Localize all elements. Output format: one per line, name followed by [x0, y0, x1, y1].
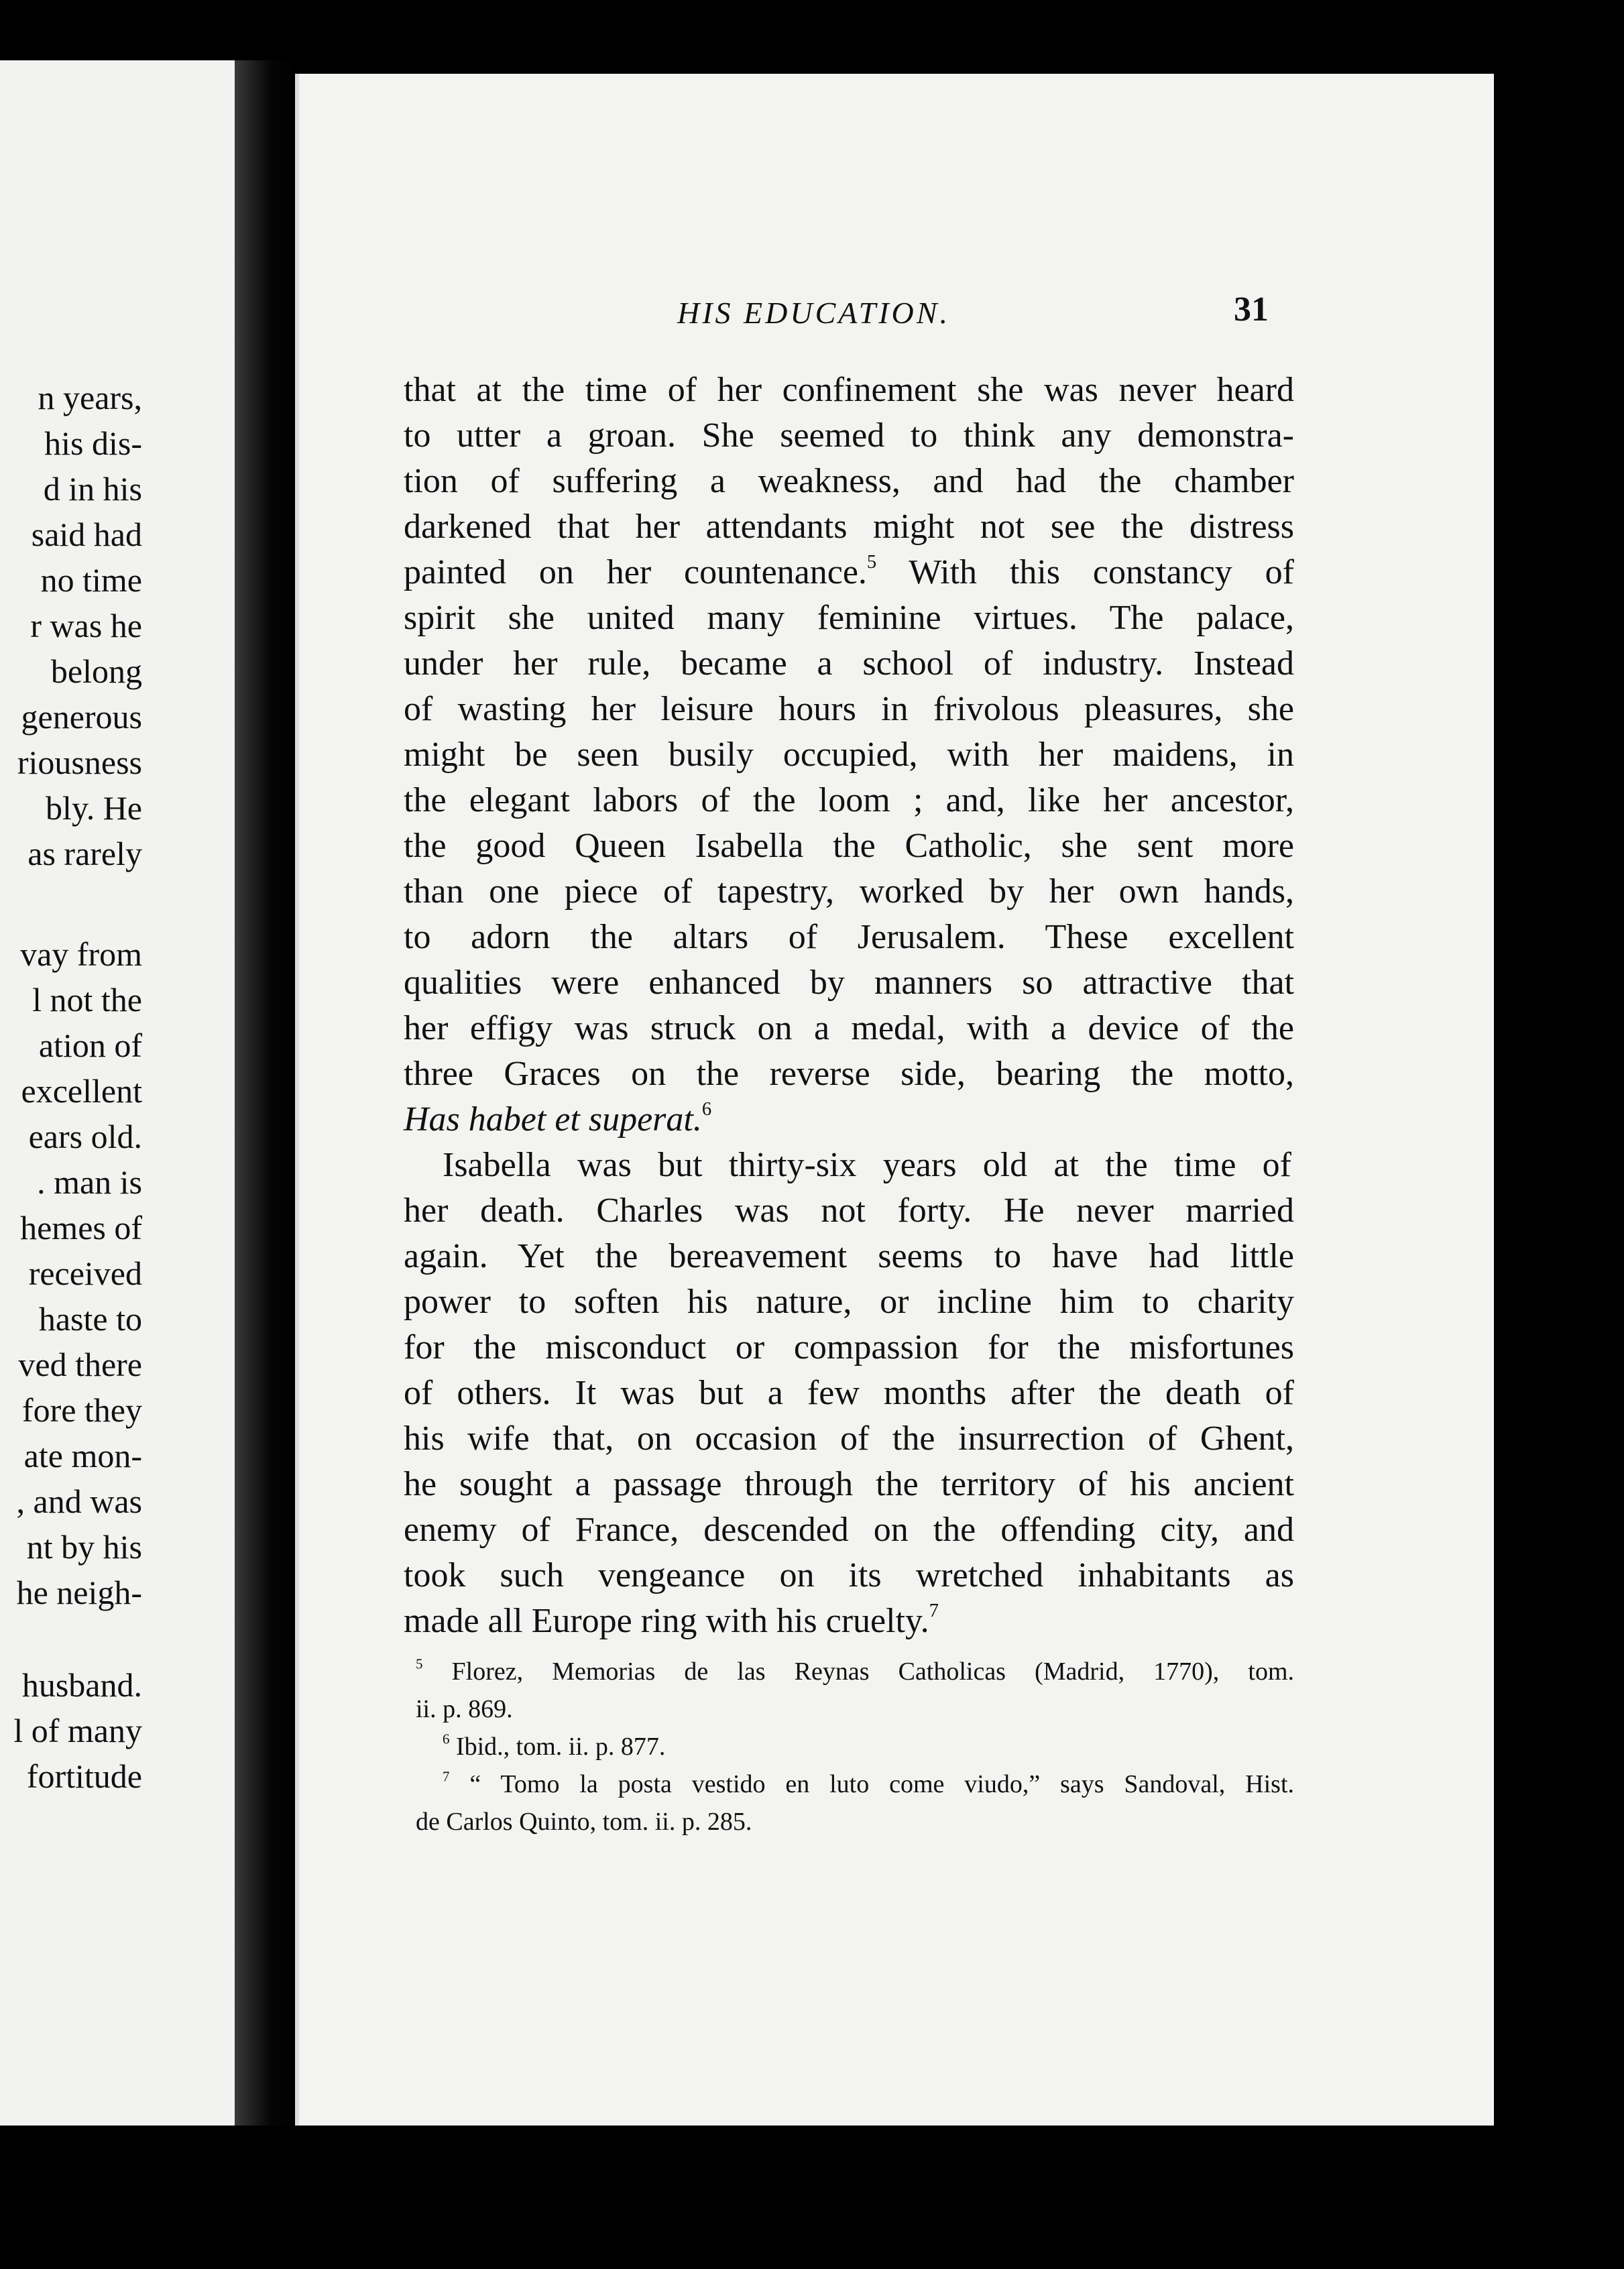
body-line: [404, 1601, 1294, 1640]
left-page-line: his dis-: [44, 424, 142, 462]
footnote-5: [416, 1655, 1295, 1686]
left-page-line: nt by his: [26, 1528, 142, 1566]
left-page-line: no time: [40, 561, 142, 599]
left-page-line: . man is: [37, 1163, 142, 1201]
left-page-line: belong: [50, 652, 142, 690]
left-page-line: l of many: [13, 1712, 142, 1749]
footnote-ref: 5: [866, 552, 877, 573]
body-line-text: With this constancy of: [876, 553, 1294, 591]
body-line: power to soften his nature, or incline him to charity: [404, 1283, 1294, 1321]
left-page-line: he neigh-: [16, 1574, 142, 1611]
body-line: three Graces on the reverse side, bearing the motto,: [404, 1055, 1294, 1093]
left-page-line: excellent: [21, 1072, 142, 1110]
footnote-marker: 6: [443, 1731, 450, 1747]
left-page-line: ved there: [18, 1346, 142, 1383]
left-page-line: , and was: [16, 1482, 142, 1520]
footnote-text: Florez, Memorias de las Reynas Catholicas (Madrid, 1770), tom.: [451, 1657, 1295, 1686]
left-page-line: r was he: [30, 607, 142, 644]
footnote-ref: 6: [701, 1099, 712, 1120]
left-page-line: haste to: [38, 1300, 142, 1338]
footnote-7: [443, 1768, 1295, 1798]
body-line: her death. Charles was not forty. He never married: [404, 1191, 1294, 1230]
footnote-marker: 5: [416, 1655, 423, 1672]
motto: Has habet et superat.: [404, 1100, 702, 1139]
body-line: [404, 1099, 1294, 1139]
body-line: for the misconduct or compassion for the misfortunes: [404, 1328, 1294, 1366]
body-line: than one piece of tapestry, worked by her own hands,: [404, 872, 1294, 911]
body-line: her effigy was struck on a medal, with a device of the: [404, 1009, 1294, 1047]
left-page-line: hemes of: [20, 1209, 142, 1246]
footnote-5-cont: ii. p. 869.: [416, 1695, 513, 1723]
left-page-line: fore they: [21, 1391, 142, 1429]
left-page-line: ation of: [38, 1027, 142, 1064]
body-line-text: painted on her countenance.: [404, 553, 867, 591]
left-page-line: vay from: [20, 935, 142, 973]
left-page-line: ate mon-: [23, 1437, 142, 1474]
left-page-line: as rarely: [27, 835, 142, 872]
footnote-text: “ Tomo la posta vestido en luto come viudo,” says Sandoval, Hist.: [469, 1770, 1295, 1798]
body-line: he sought a passage through the territory of his ancient: [404, 1465, 1294, 1503]
left-page-line: bly. He: [46, 789, 142, 827]
body-line: of wasting her leisure hours in frivolous pleasures, she: [404, 690, 1294, 728]
footnote-text: Ibid., tom. ii. p. 877.: [455, 1733, 666, 1761]
left-page-line: l not the: [32, 981, 142, 1019]
body-line: his wife that, on occasion of the insurrection of Ghent,: [404, 1419, 1294, 1458]
left-page-line: riousness: [17, 744, 142, 781]
body-line-text: made all Europe ring with his cruelty.: [404, 1602, 929, 1640]
body-line: might be seen busily occupied, with her maidens, in: [404, 736, 1294, 774]
body-line: [404, 552, 1294, 591]
body-line: the good Queen Isabella the Catholic, she sent more: [404, 827, 1294, 865]
left-page-line: d in his: [43, 470, 142, 508]
body-line: qualities were enhanced by manners so attractive that: [404, 964, 1294, 1002]
body-line: the elegant labors of the loom ; and, like her ancestor,: [404, 781, 1294, 819]
body-line: again. Yet the bereavement seems to have had little: [404, 1237, 1294, 1275]
body-line: spirit she united many feminine virtues. The palace,: [404, 599, 1294, 637]
body-line: darkened that her attendants might not see the distress: [404, 508, 1294, 546]
footnote-6: [443, 1731, 1294, 1761]
footnote-marker: 7: [443, 1768, 450, 1785]
book-gutter: [235, 60, 295, 2126]
left-page-line: received: [28, 1255, 142, 1292]
running-head: HIS EDUCATION.: [677, 296, 950, 330]
page-number: 31: [1234, 290, 1269, 329]
body-line: Isabella was but thirty-six years old at the time of: [443, 1146, 1291, 1184]
footnote-7-cont: de Carlos Quinto, tom. ii. p. 285.: [416, 1808, 752, 1836]
left-facing-page: [0, 60, 235, 2126]
body-line: that at the time of her confinement she was never heard: [404, 371, 1294, 409]
body-line: under her rule, became a school of industry. Instead: [404, 644, 1294, 683]
body-line: enemy of France, descended on the offending city, and: [404, 1511, 1294, 1549]
footnote-ref: 7: [929, 1601, 939, 1622]
left-page-line: n years,: [38, 379, 142, 416]
left-page-line: fortitude: [26, 1757, 142, 1795]
body-line: of others. It was but a few months after the death of: [404, 1374, 1294, 1412]
left-page-line: said had: [31, 516, 142, 553]
body-line: to utter a groan. She seemed to think any demonstra-: [404, 416, 1294, 455]
body-line: took such vengeance on its wretched inhabitants as: [404, 1556, 1294, 1594]
body-line: tion of suffering a weakness, and had the chamber: [404, 462, 1294, 500]
left-page-line: generous: [21, 698, 142, 736]
left-page-line: husband.: [21, 1666, 142, 1704]
body-line: to adorn the altars of Jerusalem. These excellent: [404, 918, 1294, 956]
left-page-line: ears old.: [28, 1118, 142, 1155]
